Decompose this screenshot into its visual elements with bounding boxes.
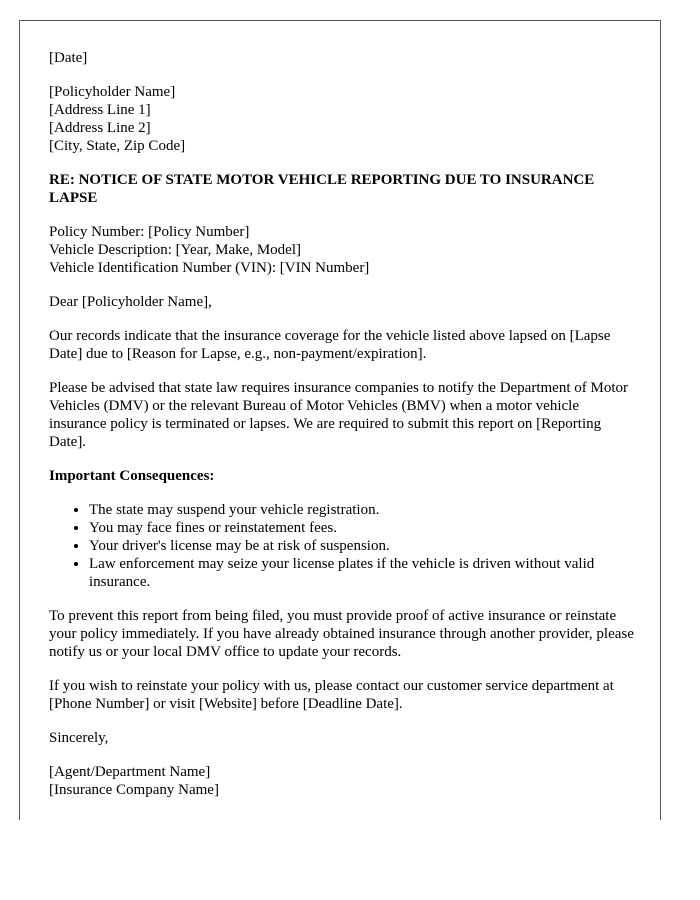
list-item: • You may face fines or reinstatement fees. bbox=[89, 519, 639, 537]
signature-company: [Insurance Company Name] bbox=[49, 782, 219, 798]
letter-subject: RE: NOTICE OF STATE MOTOR VEHICLE REPORTING DUE TO INSURANCE LAPSE bbox=[49, 172, 595, 206]
letter-body bbox=[49, 49, 639, 815]
letter-date: [Date] bbox=[49, 50, 88, 66]
vehicle-vin: Vehicle Identification Number (VIN): [VIN Number] bbox=[49, 260, 370, 276]
recipient-name: [Policyholder Name] bbox=[49, 84, 176, 100]
list-item: • The state may suspend your vehicle registration. bbox=[89, 501, 639, 519]
policy-number: Policy Number: [Policy Number] bbox=[49, 224, 250, 240]
recipient-address-line-1: [Address Line 1] bbox=[49, 102, 151, 118]
list-item: • Law enforcement may seize your license plates if the vehicle is driven without valid insurance. bbox=[89, 555, 639, 591]
list-item: • Your driver's license may be at risk of suspension. bbox=[89, 537, 639, 555]
vehicle-description: Vehicle Description: [Year, Make, Model] bbox=[49, 242, 301, 258]
signature-agent: [Agent/Department Name] bbox=[49, 764, 211, 780]
salutation: Dear [Policyholder Name], bbox=[49, 294, 212, 310]
recipient-address bbox=[49, 83, 639, 155]
letter-page bbox=[19, 20, 661, 820]
paragraph-lapse-notice: Our records indicate that the insurance coverage for the vehicle listed above lapsed on [Lapse Date] due to [Reason for Lapse, e.g., non-payment/expiration]. bbox=[49, 328, 611, 362]
paragraph-reinstate: If you wish to reinstate your policy with us, please contact our customer service department at [Phone Number] or visit [Website] before [Deadline Date]. bbox=[49, 678, 614, 712]
policy-info bbox=[49, 223, 639, 277]
consequences-heading: Important Consequences: bbox=[49, 468, 215, 484]
signature-block bbox=[49, 763, 639, 799]
closing: Sincerely, bbox=[49, 730, 109, 746]
paragraph-prevent-report: To prevent this report from being filed, you must provide proof of active insurance or reinstate your policy immediately. If you have already obtained insurance through another provider, please notify us or your local DMV office to update your records. bbox=[49, 608, 634, 660]
recipient-address-line-2: [Address Line 2] bbox=[49, 120, 151, 136]
consequences-list bbox=[49, 501, 639, 591]
recipient-city-state-zip: [City, State, Zip Code] bbox=[49, 138, 186, 154]
paragraph-state-law: Please be advised that state law requires insurance companies to notify the Department of Motor Vehicles (DMV) or the relevant Bureau of Motor Vehicles (BMV) when a motor vehicle insurance policy is terminated or lapses. We are required to submit this report on [Reporting Date]. bbox=[49, 380, 628, 450]
